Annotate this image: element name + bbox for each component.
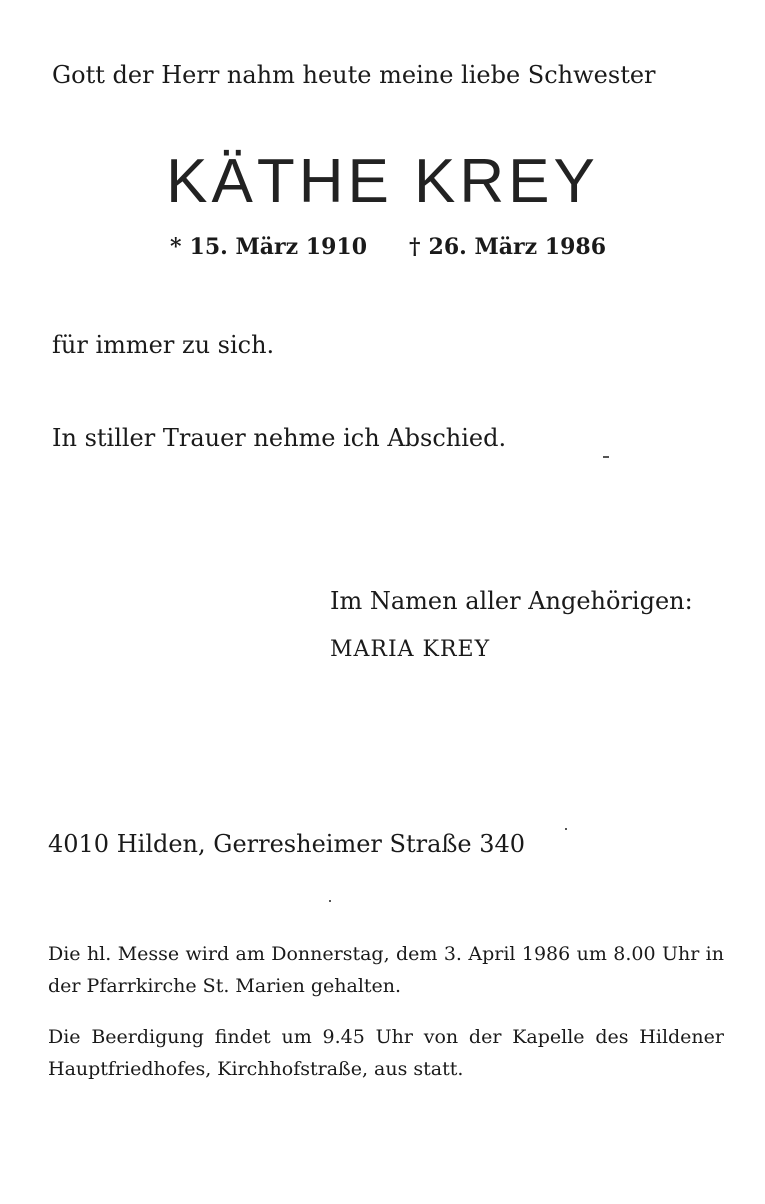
death-date: 26. März 1986 — [428, 234, 607, 260]
scan-speck — [565, 828, 567, 830]
mass-info: Die hl. Messe wird am Donnerstag, dem 3. April 1986 um 8.00 Uhr in der Pfarrkirche St. Marien gehalten. — [48, 943, 724, 997]
address: 4010 Hilden, Gerresheimer Straße 340 — [48, 830, 526, 858]
scan-speck — [329, 900, 331, 902]
mourning-text: In stiller Trauer nehme ich Abschied. — [52, 424, 507, 452]
on-behalf-text: Im Namen aller Angehörigen: — [330, 587, 693, 615]
forever-text: für immer zu sich. — [52, 331, 275, 359]
burial-info: Die Beerdigung findet um 9.45 Uhr von der Kapelle des Hildener Hauptfriedhofes, Kirchhofstraße, aus statt. — [48, 1026, 724, 1080]
birth-date-line — [170, 234, 367, 260]
death-date-line — [409, 234, 606, 260]
signer-name: MARIA KREY — [330, 637, 491, 662]
birth-date: 15. März 1910 — [189, 234, 368, 260]
deceased-name: KÄTHE KREY — [166, 147, 599, 216]
scan-speck — [603, 456, 609, 458]
cross-icon: † — [409, 234, 421, 260]
intro-text: Gott der Herr nahm heute meine liebe Schwester — [52, 61, 656, 89]
birth-symbol: * — [170, 234, 182, 260]
